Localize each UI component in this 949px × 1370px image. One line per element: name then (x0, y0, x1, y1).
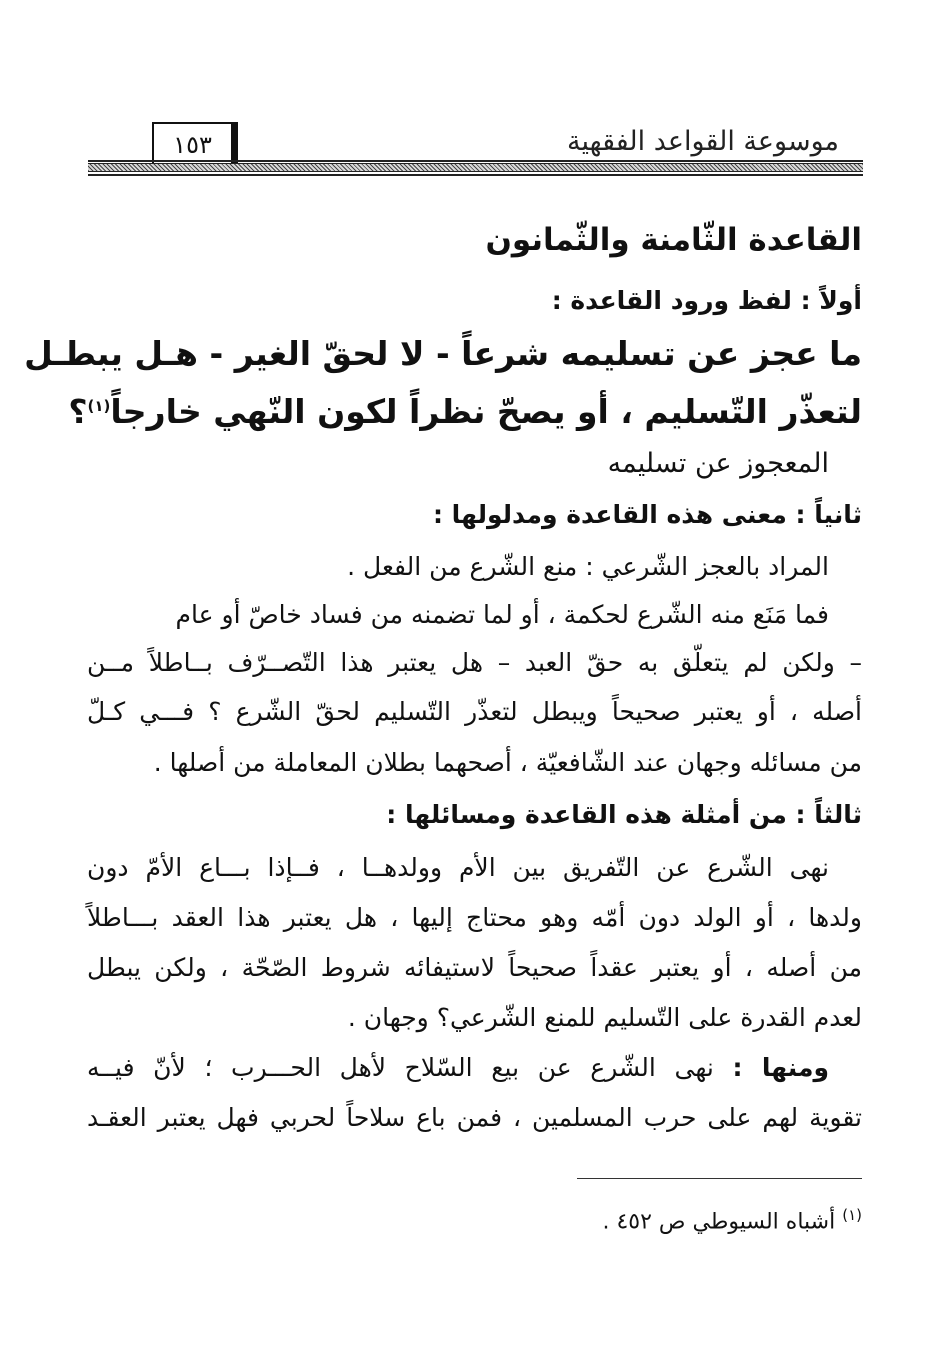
section2-line: فما مَنَع منه الشّرع لحكمة ، أو لما تضمنه من فساد خاصّ أو عام (175, 600, 829, 629)
section3-title: ثالثاً : من أمثلة هذه القاعدة ومسائلها : (386, 800, 862, 829)
section3-line: ولدها ، أو الولد دون أمّه وهو محتاج إليها ، هل يعتبر هذا العقد بـــاطلاً (87, 903, 862, 932)
section2-line: المراد بالعجز الشّرعي : منع الشّرع من الفعل . (347, 552, 829, 581)
footnote-ref: (١) (87, 397, 111, 415)
rule-text-line2-body: لتعذّر التّسليم ، أو يصحّ نظراً لكون النّهي خارجاً (110, 392, 862, 431)
footnote-marker: (١) (842, 1206, 862, 1224)
footnote-rule (577, 1178, 862, 1179)
header-rule-bottom (88, 174, 863, 176)
section1-title: أولاً : لفظ ورود القاعدة : (551, 286, 862, 315)
header-rule-top (88, 160, 863, 162)
footnote (602, 1206, 862, 1234)
rule-text-line1: ما عجز عن تسليمه شرعاً - لا لحقّ الغير - هـل يبطـل (24, 334, 862, 373)
section2-line: أصله ، أو يعتبر صحيحاً ويبطل لتعذّر التّسليم لحقّ الشّرع ؟ فـــي كـلّ (87, 697, 862, 726)
header-band (88, 163, 863, 172)
section3-line: لعدم القدرة على التّسليم للمنع الشّرعي؟ وجهان . (347, 1003, 862, 1032)
section3-line: نهى الشّرع عن التّفريق بين الأم وولدهــا ، فــإذا بـــاع الأمّ دون (87, 853, 829, 882)
section3-example2-line1 (87, 1053, 829, 1082)
example2-text: نهى الشّرع عن بيع السّلاح لأهل الحـــرب ؛ لأنّ فيــه (87, 1053, 714, 1082)
section2-line: من مسائله وجهان عند الشّافعيّة ، أصحهما بطلان المعاملة من أصلها . (153, 748, 862, 777)
section2-line: – ولكن لم يتعلّق به حقّ العبد – هل يعتبر هذا التّصــرّف بــاطلاً مــن (87, 648, 862, 677)
section3-line: من أصله ، أو يعتبر عقداً صحيحاً لاستيفائه شروط الصّحّة ، ولكن يبطل (87, 953, 862, 982)
section3-example2-line2: تقوية لهم على حرب المسلمين ، فمن باع سلاحاً لحربي فهل يعتبر العقـد (87, 1103, 862, 1132)
section2-title: ثانياً : معنى هذه القاعدة ومدلولها : (432, 500, 862, 529)
footnote-text: أشباه السيوطي ص ٤٥٢ . (602, 1209, 836, 1235)
page-number: ١٥٣ (152, 122, 238, 166)
rule-text-line2 (68, 392, 862, 431)
rule-heading: القاعدة الثّامنة والثّمانون (485, 222, 862, 258)
book-title: موسوعة القواعد الفقهية (567, 126, 839, 157)
example2-label: ومنها : (732, 1053, 829, 1082)
handwritten-note: المعجوز عن تسليمه (607, 448, 829, 479)
question-mark: ؟ (68, 392, 88, 431)
